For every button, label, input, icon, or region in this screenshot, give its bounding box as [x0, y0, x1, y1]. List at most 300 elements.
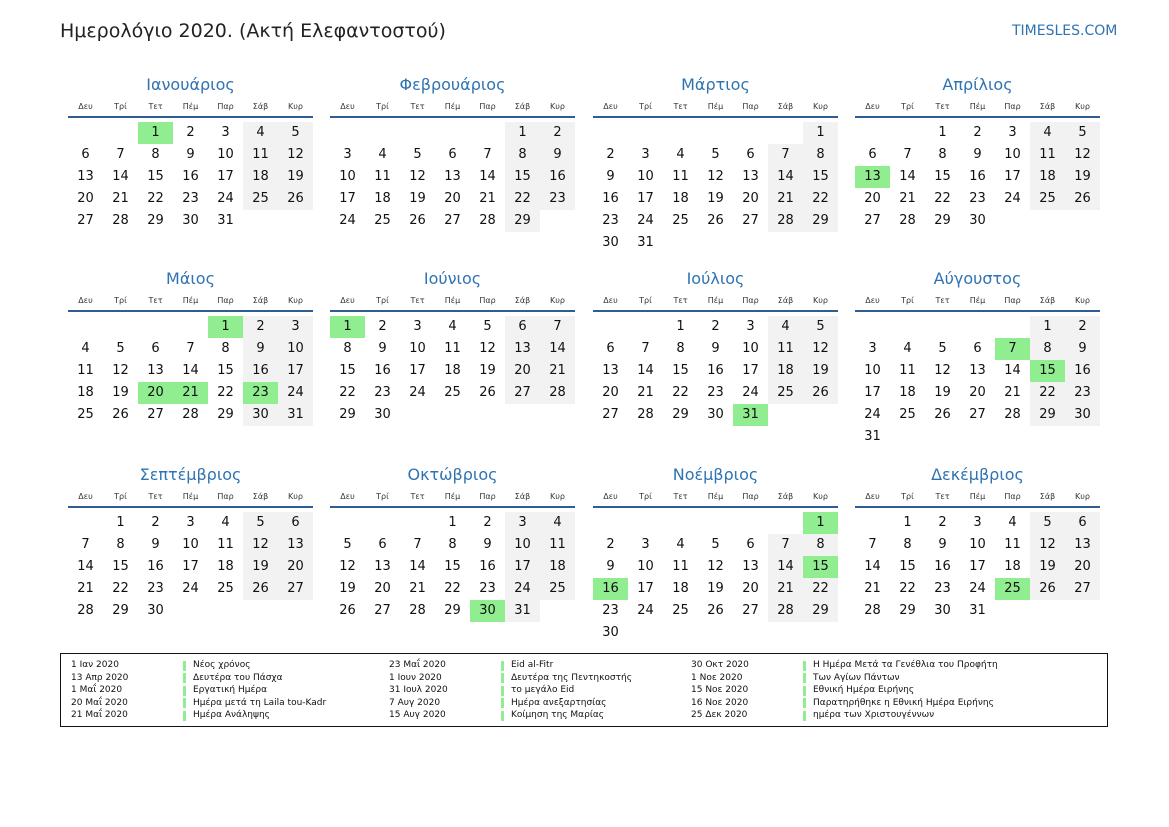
- day-cell: 10: [864, 363, 881, 378]
- holiday-day-cell: 1: [330, 316, 365, 338]
- day-cell: 10: [1004, 147, 1021, 162]
- weekday-label: Τρί: [639, 102, 652, 111]
- day-cell: 19: [1065, 166, 1100, 188]
- legend-row: [691, 697, 998, 710]
- weekday-label: Παρ: [479, 296, 496, 305]
- day-cell: 14: [899, 169, 916, 184]
- weekday-label: Κυρ: [288, 492, 303, 501]
- day-cell: 30: [182, 213, 199, 228]
- empty-cell: [593, 122, 628, 144]
- weekday-header: [855, 488, 1100, 506]
- day-cell: 23: [934, 581, 951, 596]
- day-cell: 20: [444, 191, 461, 206]
- weekday-header: [68, 98, 313, 116]
- holiday-marker: [803, 686, 806, 696]
- day-cell: 7: [868, 537, 877, 552]
- empty-cell: [628, 122, 663, 144]
- day-cell: 8: [903, 537, 912, 552]
- day-cell: 28: [864, 603, 881, 618]
- day-cell: 7: [540, 316, 575, 338]
- day-cell: 6: [606, 341, 615, 356]
- day-cell: 19: [278, 166, 313, 188]
- legend-row: [389, 684, 632, 697]
- day-cell: 21: [409, 581, 426, 596]
- day-cell: 22: [672, 385, 689, 400]
- weekday-label: Παρ: [742, 296, 759, 305]
- day-cell: 29: [899, 603, 916, 618]
- day-cell: 12: [707, 559, 724, 574]
- day-cell: 2: [711, 319, 720, 334]
- day-cell: 19: [409, 191, 426, 206]
- day-cell: 31: [505, 600, 540, 622]
- day-cell: 14: [182, 363, 199, 378]
- empty-cell: [663, 512, 698, 534]
- month-block: [330, 464, 575, 622]
- weekday-header: [593, 98, 838, 116]
- day-cell: 11: [374, 169, 391, 184]
- day-grid: [330, 316, 575, 426]
- legend-row: [71, 684, 326, 697]
- day-cell: 10: [505, 534, 540, 556]
- day-cell: 11: [1004, 537, 1021, 552]
- day-cell: 1: [676, 319, 685, 334]
- day-cell: 5: [938, 341, 947, 356]
- day-cell: 11: [444, 341, 461, 356]
- month-block: [593, 464, 838, 644]
- day-cell: 10: [339, 169, 356, 184]
- day-cell: 18: [1004, 559, 1021, 574]
- day-cell: 25: [768, 382, 803, 404]
- weekday-label: Τρί: [376, 296, 389, 305]
- day-cell: 29: [444, 603, 461, 618]
- empty-cell: [855, 512, 890, 534]
- holiday-name: Ημέρα ανεξαρτησίας: [511, 697, 607, 708]
- holiday-date: 1 Ιουν 2020: [389, 672, 442, 683]
- day-cell: 28: [899, 213, 916, 228]
- empty-cell: [925, 316, 960, 338]
- day-cell: 24: [217, 191, 234, 206]
- day-cell: 13: [742, 169, 759, 184]
- empty-cell: [400, 512, 435, 534]
- day-grid: [593, 122, 838, 254]
- day-cell: 17: [637, 191, 654, 206]
- day-cell: 23: [602, 603, 619, 618]
- empty-cell: [365, 512, 400, 534]
- day-cell: 31: [217, 213, 234, 228]
- day-cell: 7: [641, 341, 650, 356]
- day-cell: 14: [479, 169, 496, 184]
- day-cell: 7: [81, 537, 90, 552]
- weekday-label: Σάβ: [514, 102, 531, 111]
- day-cell: 5: [1065, 122, 1100, 144]
- day-cell: 15: [444, 559, 461, 574]
- holiday-marker: [183, 673, 186, 683]
- legend-row: [389, 697, 632, 710]
- empty-cell: [68, 316, 103, 338]
- holiday-name: το μεγάλο Eid: [511, 685, 575, 695]
- header-rule: [68, 310, 313, 312]
- day-cell: 18: [374, 191, 391, 206]
- day-cell: 18: [540, 556, 575, 578]
- day-cell: 4: [676, 147, 685, 162]
- month-name: Οκτώβριος: [407, 465, 498, 484]
- weekday-label: Τρί: [901, 492, 914, 501]
- empty-cell: [103, 316, 138, 338]
- day-cell: 4: [221, 515, 230, 530]
- holiday-marker: [803, 711, 806, 721]
- month-name: Νοέμβριος: [672, 465, 759, 484]
- holiday-date: 13 Απρ 2020: [71, 672, 129, 683]
- day-cell: 6: [505, 316, 540, 338]
- weekday-label: Τετ: [935, 296, 950, 305]
- day-cell: 16: [182, 169, 199, 184]
- day-cell: 20: [1065, 556, 1100, 578]
- day-cell: 3: [343, 147, 352, 162]
- holiday-marker: [183, 698, 186, 708]
- weekday-label: Κυρ: [550, 102, 565, 111]
- day-cell: 17: [864, 385, 881, 400]
- weekday-label: Πέμ: [444, 102, 461, 111]
- day-cell: 20: [969, 385, 986, 400]
- day-cell: 29: [505, 210, 540, 232]
- weekday-label: Πέμ: [182, 492, 199, 501]
- day-cell: 14: [637, 363, 654, 378]
- day-cell: 26: [934, 407, 951, 422]
- day-cell: 25: [672, 213, 689, 228]
- day-cell: 9: [1065, 338, 1100, 360]
- weekday-label: Δευ: [865, 492, 880, 501]
- day-cell: 2: [606, 147, 615, 162]
- weekday-label: Παρ: [217, 102, 234, 111]
- day-cell: 2: [151, 515, 160, 530]
- day-cell: 27: [278, 578, 313, 600]
- weekday-label: Κυρ: [1075, 492, 1090, 501]
- day-cell: 11: [899, 363, 916, 378]
- day-cell: 5: [483, 319, 492, 334]
- weekday-label: Παρ: [479, 102, 496, 111]
- day-cell: 4: [81, 341, 90, 356]
- weekday-label: Δευ: [603, 102, 618, 111]
- legend-row: [389, 659, 632, 672]
- day-cell: 24: [637, 213, 654, 228]
- weekday-label: Δευ: [603, 296, 618, 305]
- holiday-day-cell: 21: [173, 382, 208, 404]
- day-cell: 19: [112, 385, 129, 400]
- day-cell: 14: [112, 169, 129, 184]
- day-cell: 1: [505, 122, 540, 144]
- day-cell: 11: [217, 537, 234, 552]
- month-name: Σεπτέμβριος: [139, 465, 242, 484]
- day-cell: 28: [77, 603, 94, 618]
- holiday-date: 16 Νοε 2020: [691, 697, 749, 708]
- day-cell: 31: [637, 235, 654, 250]
- day-cell: 4: [768, 316, 803, 338]
- day-cell: 20: [602, 385, 619, 400]
- day-cell: 27: [374, 603, 391, 618]
- day-cell: 24: [339, 213, 356, 228]
- empty-cell: [890, 122, 925, 144]
- day-cell: 17: [217, 169, 234, 184]
- day-cell: 17: [182, 559, 199, 574]
- day-cell: 9: [378, 341, 387, 356]
- day-cell: 10: [182, 537, 199, 552]
- empty-cell: [365, 122, 400, 144]
- day-cell: 5: [711, 147, 720, 162]
- day-cell: 26: [1030, 578, 1065, 600]
- header-rule: [68, 506, 313, 508]
- weekday-label: Τρί: [376, 102, 389, 111]
- day-cell: 24: [742, 385, 759, 400]
- day-cell: 22: [217, 385, 234, 400]
- day-cell: 29: [147, 213, 164, 228]
- day-cell: 18: [444, 363, 461, 378]
- holiday-legend: [60, 653, 1108, 727]
- page-title: Ημερολόγιο 2020. (Ακτή Ελεφαντοστού): [60, 20, 446, 42]
- day-cell: 3: [746, 319, 755, 334]
- day-cell: 4: [540, 512, 575, 534]
- day-cell: 27: [742, 213, 759, 228]
- day-cell: 27: [864, 213, 881, 228]
- day-cell: 4: [243, 122, 278, 144]
- day-grid: [855, 316, 1100, 448]
- day-cell: 9: [186, 147, 195, 162]
- day-cell: 21: [112, 191, 129, 206]
- day-cell: 8: [676, 341, 685, 356]
- day-cell: 13: [77, 169, 94, 184]
- weekday-label: Δευ: [78, 102, 93, 111]
- day-cell: 1: [116, 515, 125, 530]
- day-cell: 23: [602, 213, 619, 228]
- legend-column: [691, 659, 998, 722]
- day-grid: [855, 512, 1100, 622]
- day-cell: 16: [147, 559, 164, 574]
- weekday-label: Τρί: [114, 102, 127, 111]
- day-cell: 31: [864, 429, 881, 444]
- day-cell: 9: [151, 537, 160, 552]
- day-cell: 24: [278, 382, 313, 404]
- day-cell: 3: [186, 515, 195, 530]
- month-name: Φεβρουάριος: [399, 75, 506, 94]
- holiday-date: 23 Μαΐ 2020: [389, 660, 446, 670]
- day-cell: 7: [903, 147, 912, 162]
- day-cell: 11: [243, 144, 278, 166]
- day-cell: 23: [479, 581, 496, 596]
- day-cell: 27: [444, 213, 461, 228]
- weekday-header: [330, 292, 575, 310]
- weekday-label: Κυρ: [288, 102, 303, 111]
- day-cell: 13: [1065, 534, 1100, 556]
- day-cell: 20: [742, 581, 759, 596]
- day-cell: 3: [973, 515, 982, 530]
- day-cell: 1: [903, 515, 912, 530]
- day-cell: 30: [374, 407, 391, 422]
- day-cell: 11: [1030, 144, 1065, 166]
- day-cell: 9: [540, 144, 575, 166]
- site-link[interactable]: TIMESLES.COM: [1012, 23, 1118, 39]
- holiday-day-cell: 20: [138, 382, 173, 404]
- day-cell: 24: [409, 385, 426, 400]
- day-cell: 16: [934, 559, 951, 574]
- empty-cell: [400, 122, 435, 144]
- day-cell: 18: [768, 360, 803, 382]
- empty-cell: [628, 316, 663, 338]
- day-cell: 23: [1065, 382, 1100, 404]
- holiday-date: 1 Ιαν 2020: [71, 660, 119, 670]
- day-cell: 12: [278, 144, 313, 166]
- weekday-label: Παρ: [1004, 102, 1021, 111]
- day-cell: 14: [1004, 363, 1021, 378]
- month-name: Απρίλιος: [942, 75, 1013, 94]
- legend-row: [389, 672, 632, 685]
- day-cell: 18: [243, 166, 278, 188]
- weekday-label: Σάβ: [1039, 296, 1056, 305]
- month-block: [593, 74, 838, 254]
- day-cell: 6: [746, 147, 755, 162]
- weekday-label: Σάβ: [252, 102, 269, 111]
- day-cell: 8: [221, 341, 230, 356]
- holiday-date: 1 Νοε 2020: [691, 672, 743, 683]
- weekday-label: Σάβ: [514, 492, 531, 501]
- holiday-name: ημέρα των Χριστουγέννων: [813, 710, 935, 720]
- weekday-label: Παρ: [217, 296, 234, 305]
- month-name: Αύγουστος: [933, 269, 1022, 288]
- day-cell: 15: [899, 559, 916, 574]
- day-cell: 24: [182, 581, 199, 596]
- header-rule: [68, 116, 313, 118]
- weekday-label: Τετ: [935, 102, 950, 111]
- weekday-label: Δευ: [340, 296, 355, 305]
- day-cell: 26: [803, 382, 838, 404]
- weekday-label: Δευ: [865, 296, 880, 305]
- empty-cell: [593, 512, 628, 534]
- day-cell: 2: [973, 125, 982, 140]
- holiday-name: Εθνική Ημέρα Ειρήνης: [813, 685, 915, 695]
- holiday-marker: [501, 686, 504, 696]
- day-cell: 27: [742, 603, 759, 618]
- holiday-name: Νέος χρόνος: [193, 660, 251, 670]
- holiday-date: 7 Αυγ 2020: [389, 697, 441, 708]
- day-cell: 28: [768, 210, 803, 232]
- day-cell: 30: [243, 404, 278, 426]
- day-cell: 21: [1004, 385, 1021, 400]
- weekday-label: Κυρ: [550, 296, 565, 305]
- empty-cell: [960, 316, 995, 338]
- empty-cell: [768, 512, 803, 534]
- weekday-label: Τετ: [410, 102, 425, 111]
- day-cell: 29: [934, 213, 951, 228]
- day-cell: 5: [1030, 512, 1065, 534]
- day-cell: 5: [711, 537, 720, 552]
- day-cell: 18: [672, 581, 689, 596]
- day-cell: 12: [112, 363, 129, 378]
- day-cell: 27: [602, 407, 619, 422]
- day-cell: 15: [339, 363, 356, 378]
- holiday-marker: [803, 661, 806, 671]
- holiday-date: 15 Νοε 2020: [691, 685, 749, 695]
- holiday-marker: [183, 686, 186, 696]
- legend-row: [691, 709, 998, 722]
- day-cell: 25: [899, 407, 916, 422]
- day-cell: 7: [116, 147, 125, 162]
- day-cell: 19: [803, 360, 838, 382]
- day-cell: 9: [606, 559, 615, 574]
- day-cell: 11: [77, 363, 94, 378]
- day-cell: 28: [409, 603, 426, 618]
- weekday-label: Τρί: [376, 492, 389, 501]
- day-cell: 22: [112, 581, 129, 596]
- day-cell: 14: [768, 166, 803, 188]
- weekday-label: Σάβ: [1039, 102, 1056, 111]
- empty-cell: [768, 122, 803, 144]
- day-cell: 16: [479, 559, 496, 574]
- holiday-name: Παρατηρήθηκε η Εθνική Ημέρα Ειρήνης: [813, 697, 994, 708]
- empty-cell: [330, 122, 365, 144]
- day-cell: 29: [1030, 404, 1065, 426]
- day-cell: 17: [742, 363, 759, 378]
- holiday-day-cell: 1: [138, 122, 173, 144]
- day-cell: 29: [803, 600, 838, 622]
- day-cell: 20: [742, 191, 759, 206]
- day-cell: 12: [803, 338, 838, 360]
- legend-column: [389, 659, 632, 722]
- holiday-date: 21 Μαΐ 2020: [71, 710, 128, 720]
- weekday-label: Σάβ: [252, 492, 269, 501]
- month-block: [855, 464, 1100, 622]
- day-cell: 21: [864, 581, 881, 596]
- weekday-label: Τετ: [148, 296, 163, 305]
- day-cell: 13: [505, 338, 540, 360]
- day-cell: 8: [938, 147, 947, 162]
- weekday-label: Κυρ: [813, 492, 828, 501]
- weekday-label: Κυρ: [550, 492, 565, 501]
- day-cell: 21: [540, 360, 575, 382]
- day-cell: 12: [1030, 534, 1065, 556]
- holiday-name: Ημέρα μετά τη Laila tou-Kadr: [193, 697, 327, 708]
- weekday-header: [593, 488, 838, 506]
- weekday-label: Σάβ: [514, 296, 531, 305]
- day-grid: [855, 122, 1100, 232]
- day-cell: 28: [479, 213, 496, 228]
- weekday-label: Τρί: [114, 492, 127, 501]
- day-cell: 26: [707, 213, 724, 228]
- weekday-label: Πέμ: [182, 102, 199, 111]
- holiday-name: Εργατική Ημέρα: [193, 685, 267, 695]
- weekday-header: [593, 292, 838, 310]
- day-cell: 10: [278, 338, 313, 360]
- month-block: [593, 268, 838, 426]
- empty-cell: [855, 316, 890, 338]
- month-block: [855, 74, 1100, 232]
- day-cell: 12: [707, 169, 724, 184]
- day-cell: 23: [147, 581, 164, 596]
- day-cell: 12: [243, 534, 278, 556]
- day-cell: 21: [768, 188, 803, 210]
- day-cell: 17: [505, 556, 540, 578]
- month-block: [68, 464, 313, 622]
- weekday-label: Τρί: [901, 102, 914, 111]
- day-cell: 27: [147, 407, 164, 422]
- day-cell: 7: [768, 534, 803, 556]
- weekday-label: Κυρ: [288, 296, 303, 305]
- day-cell: 21: [479, 191, 496, 206]
- day-cell: 18: [77, 385, 94, 400]
- day-cell: 27: [1065, 578, 1100, 600]
- weekday-label: Τετ: [673, 102, 688, 111]
- day-cell: 8: [116, 537, 125, 552]
- holiday-date: 20 Μαΐ 2020: [71, 697, 128, 708]
- day-cell: 6: [973, 341, 982, 356]
- day-cell: 16: [243, 360, 278, 382]
